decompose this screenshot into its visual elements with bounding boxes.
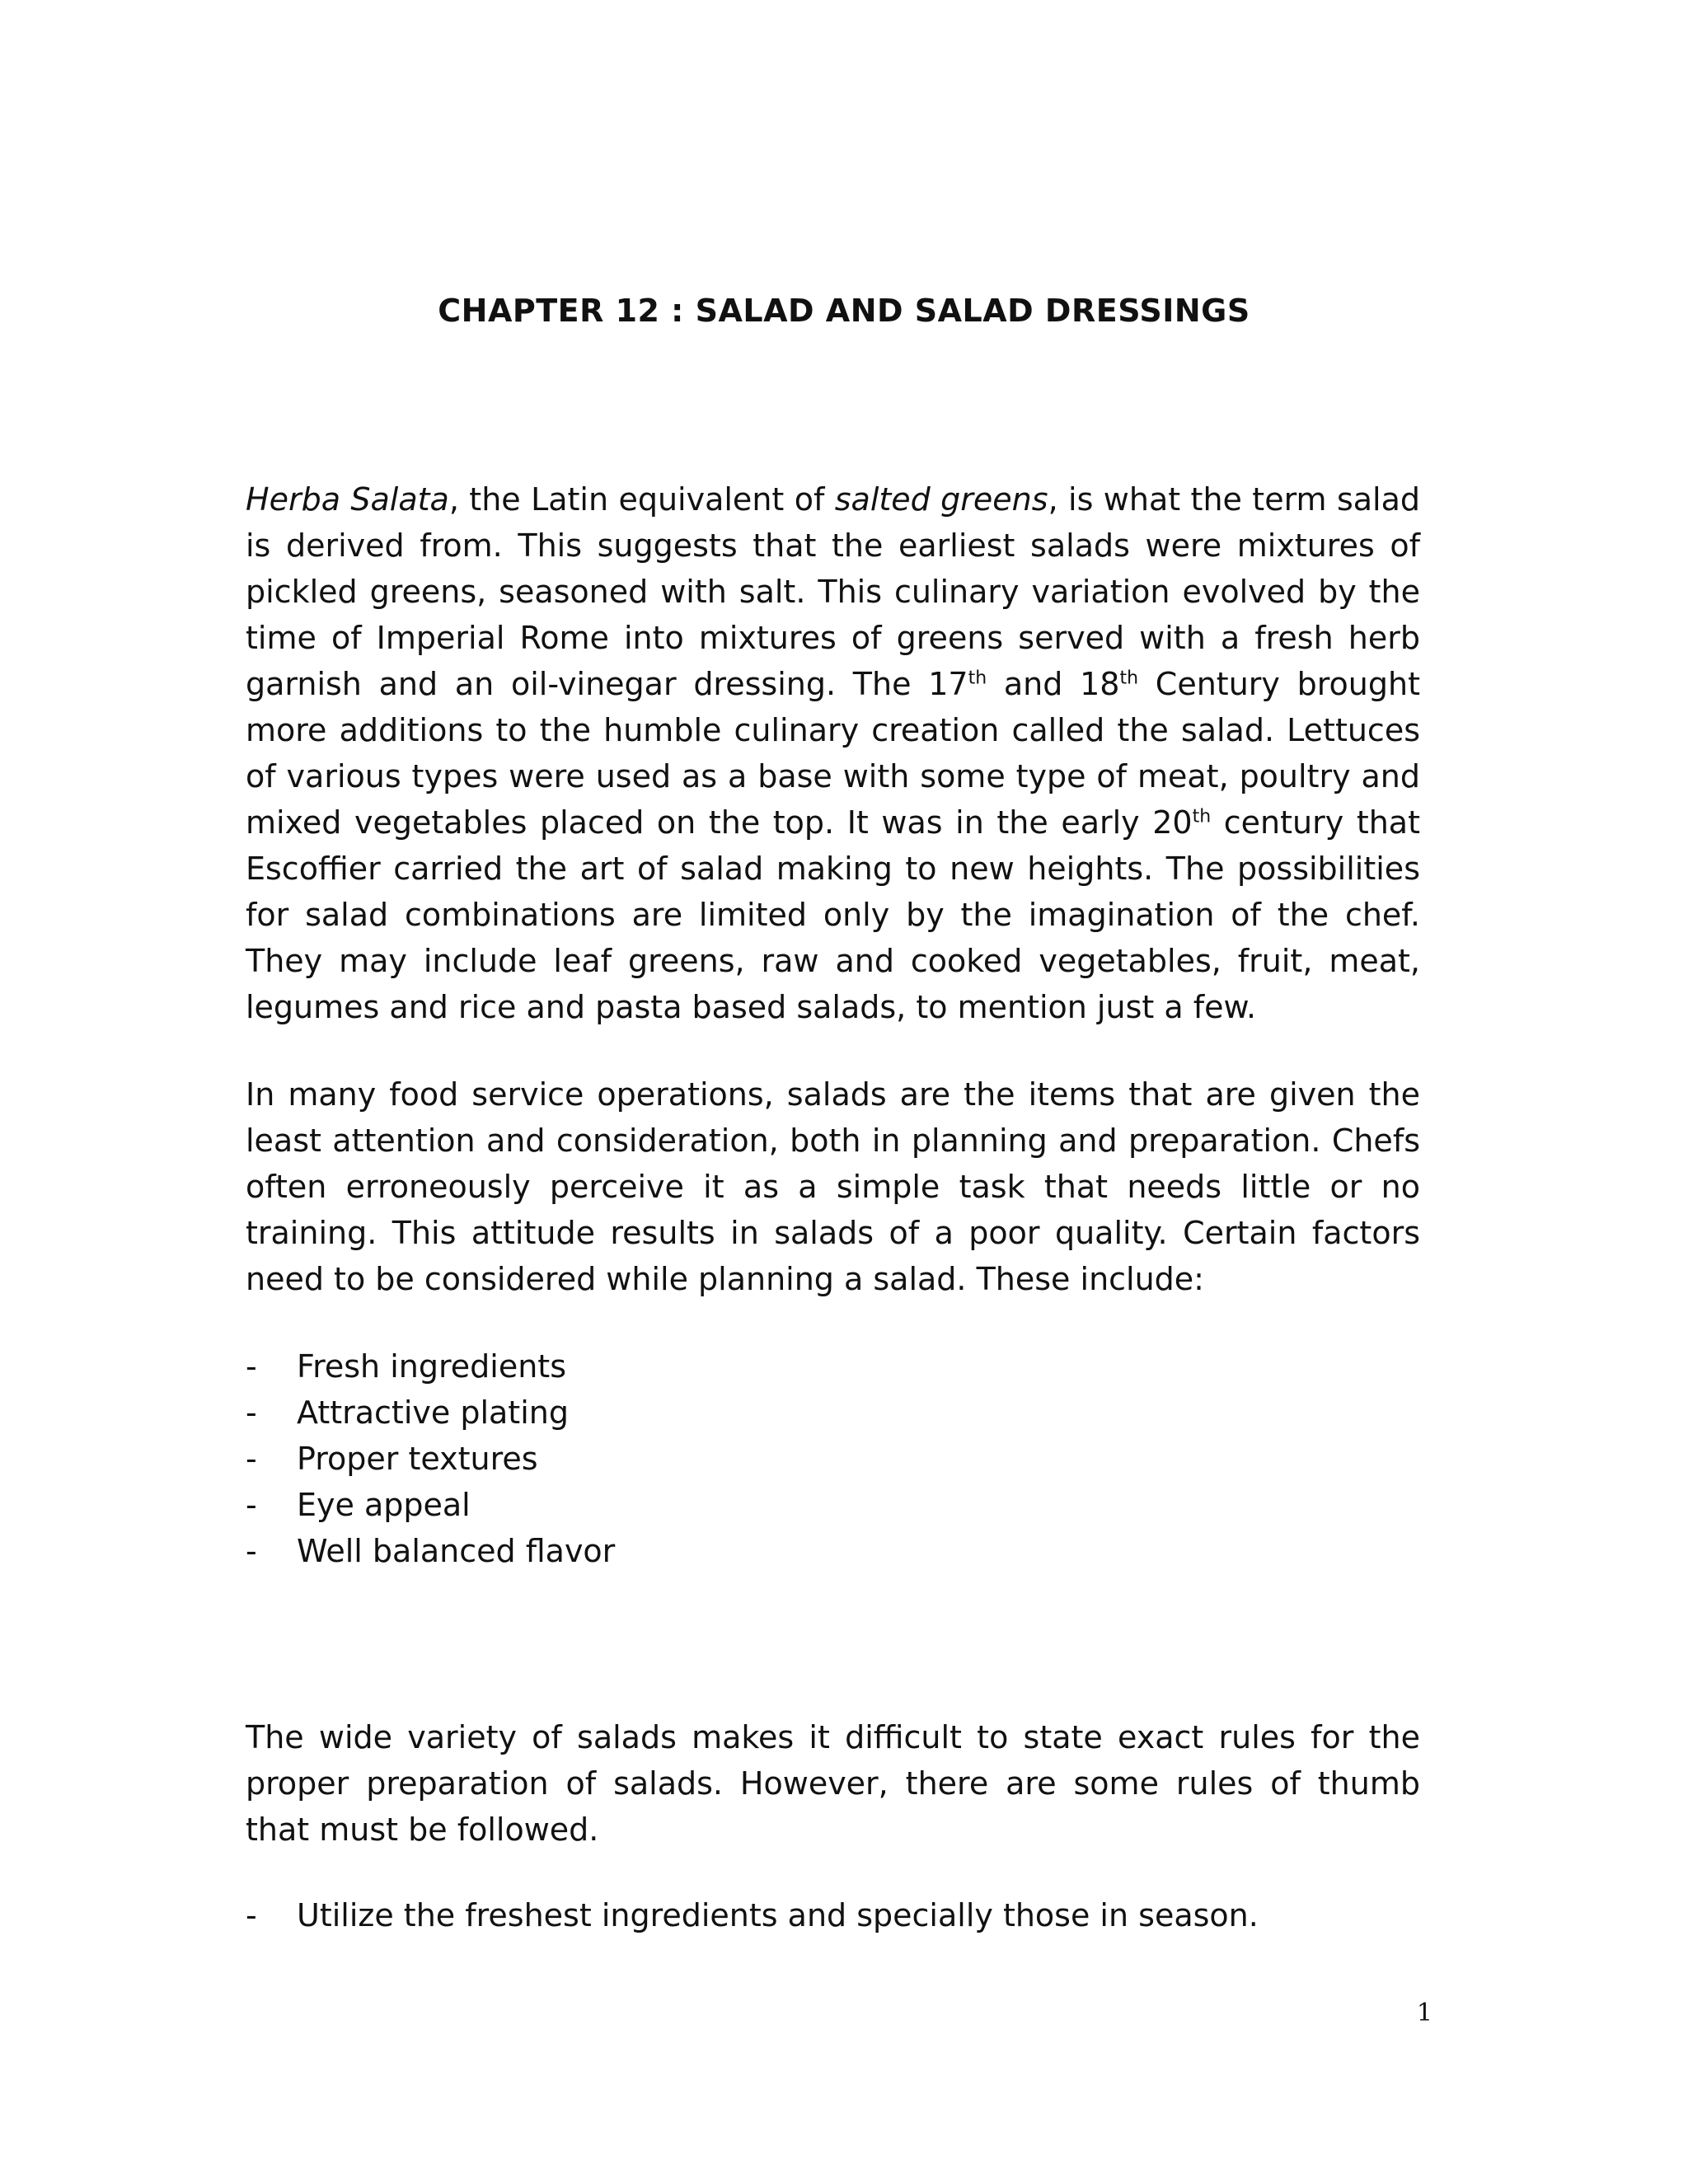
planning-paragraph: In many food service operations, salads are the items that are given the least attention and consideration, both in planning and preparation. Chefs often erroneously perceive it as a simple task that needs little or no training. This attitude results in salads of a poor quality. Certain factors need to be considered while planning a salad. These include: <box>246 1076 1420 1297</box>
list-item <box>246 1482 1420 1528</box>
list-item-text: Eye appeal <box>297 1487 471 1523</box>
list-dash: - <box>246 1487 257 1523</box>
list-dash: - <box>246 1441 257 1477</box>
list-item <box>246 1343 1420 1390</box>
list-item-text: Well balanced flavor <box>297 1533 616 1569</box>
list-dash: - <box>246 1533 257 1569</box>
list-item <box>246 1390 1420 1436</box>
latin-term: Herba Salata <box>246 481 449 518</box>
page-number: 1 <box>1416 1999 1432 2027</box>
translation-term: salted greens <box>834 481 1048 518</box>
superscript: th <box>968 668 987 689</box>
rules-list <box>246 1892 1420 1938</box>
text-run: , the Latin equivalent of <box>448 481 835 518</box>
list-item-text: Proper textures <box>297 1441 538 1477</box>
intro-paragraph <box>246 476 1420 1030</box>
list-dash: - <box>246 1348 257 1385</box>
text-run: Century brought more additions to the humble culinary creation called the salad. Lettuces of various types were used as a base with some type of meat, poultry and mixed vegetables placed on the top. It was in the early 20 <box>246 666 1420 841</box>
list-item <box>246 1528 1420 1574</box>
list-item <box>246 1892 1420 1938</box>
superscript: th <box>1119 668 1139 689</box>
factors-list <box>246 1343 1420 1574</box>
rules-paragraph: The wide variety of salads makes it difficult to state exact rules for the proper preparation of salads. However, there are some rules of thumb that must be followed. <box>246 1719 1420 1848</box>
text-run: and 18 <box>987 666 1120 702</box>
text-run: century that Escoffier carried the art of salad making to new heights. The possibilities for salad combinations are limited only by the imagination of the chef. They may include leaf greens, raw and cooked vegetables, fruit, meat, legumes and rice and pasta based salads, to mention just a few. <box>246 804 1420 1025</box>
list-dash: - <box>246 1394 257 1431</box>
list-item-text: Fresh ingredients <box>297 1348 566 1385</box>
superscript: th <box>1192 806 1212 827</box>
chapter-title: CHAPTER 12 : SALAD AND SALAD DRESSINGS <box>438 293 1250 329</box>
list-item <box>246 1436 1420 1482</box>
text-run: , is what the term salad is derived from. This suggests that the earliest salads were mixtures of pickled greens, seasoned with salt. This culinary variation evolved by the time of Imperial Rome into mixtures of greens served with a fresh herb garnish and an oil-vinegar dressing. The 17 <box>246 481 1420 702</box>
list-item-text: Utilize the freshest ingredients and specially those in season. <box>297 1897 1259 1933</box>
list-dash: - <box>246 1897 257 1933</box>
list-item-text: Attractive plating <box>297 1394 569 1431</box>
